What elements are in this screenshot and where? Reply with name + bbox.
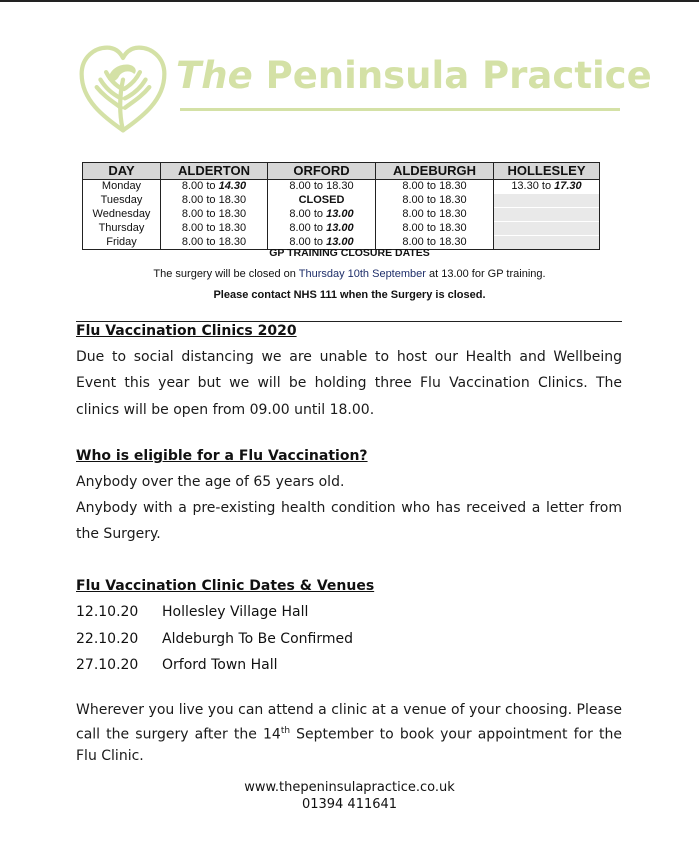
alderton-cell: 8.00 to 18.30 [161, 194, 268, 208]
logo-name: Peninsula Practice [265, 54, 652, 97]
nhs-111-notice: Please contact NHS 111 when the Surgery is closed. [213, 289, 486, 301]
aldeburgh-cell: 8.00 to 18.30 [376, 222, 494, 236]
aldeburgh-cell: 8.00 to 18.30 [376, 236, 494, 250]
time-emphasis: 17.30 [554, 180, 582, 192]
logo-the: The [176, 54, 253, 97]
day-cell: Friday [83, 236, 161, 250]
venue-place: Aldeburgh To Be Confirmed [162, 631, 353, 647]
orford-cell: CLOSED [268, 194, 376, 208]
header-aldeburgh: ALDEBURGH [376, 163, 494, 180]
header-orford: ORFORD [268, 163, 376, 180]
closure-pre: The surgery will be closed on [153, 268, 299, 280]
alderton-cell [161, 180, 268, 194]
time-text: 8.00 to 18.30 [289, 180, 354, 193]
heart-hand-icon [76, 42, 170, 136]
orford-cell [268, 180, 376, 194]
aldeburgh-cell: 8.00 to 18.30 [376, 194, 494, 208]
closure-date: Thursday 10th September [298, 268, 426, 280]
closing-sup: th [280, 726, 291, 736]
opening-hours-table [82, 162, 600, 250]
time-emphasis: 13.00 [326, 208, 354, 220]
alderton-cell: 8.00 to 18.30 [161, 236, 268, 250]
eligibility-heading: Who is eligible for a Flu Vaccination? [76, 448, 368, 464]
day-cell: Wednesday [83, 208, 161, 222]
closing-post: September to book your appointment for the Flu Clinic. [76, 726, 622, 764]
top-border [0, 0, 699, 2]
venue-place: Orford Town Hall [162, 657, 278, 673]
table-row [83, 208, 600, 222]
time-emphasis: 13.00 [326, 222, 354, 234]
orford-cell [268, 222, 376, 236]
time-emphasis: 13.00 [326, 235, 354, 248]
list-item [76, 657, 278, 673]
flu-clinics-body: Due to social distancing we are unable to host our Health and Wellbeing Event this year but we will be holding three Flu Vaccination Clinics. The clinics will be open from 09.00 until 18.00. [76, 349, 622, 418]
closure-notice [0, 268, 699, 280]
logo-underline [180, 108, 620, 111]
flu-clinics-heading: Flu Vaccination Clinics 2020 [76, 323, 297, 339]
header-hollesley: HOLLESLEY [494, 163, 600, 180]
eligibility-line-2: Anybody with a pre-existing health condition who has received a letter from the Surgery. [76, 500, 622, 543]
table-row [83, 194, 600, 208]
orford-cell [268, 208, 376, 222]
header-alderton: ALDERTON [161, 163, 268, 180]
table-header-row [83, 163, 600, 180]
section-divider [76, 321, 622, 322]
day-cell: Thursday [83, 222, 161, 236]
venue-date: 27.10.20 [76, 657, 139, 673]
time-text: 8.00 to [289, 235, 327, 248]
time-text: 8.00 to [289, 222, 327, 234]
day-cell: Tuesday [83, 194, 161, 208]
gp-closure-title: GP TRAINING CLOSURE DATES [269, 247, 430, 259]
alderton-cell: 8.00 to 18.30 [161, 208, 268, 222]
list-item [76, 604, 308, 620]
venue-date: 22.10.20 [76, 631, 139, 647]
hollesley-cell-empty [494, 194, 600, 208]
footer-website[interactable]: www.thepeninsulapractice.co.uk [244, 780, 455, 795]
table-row [83, 222, 600, 236]
time-text: 13.30 to [511, 180, 555, 192]
closing-paragraph [76, 700, 622, 767]
time-emphasis: 14.30 [218, 180, 247, 193]
day-cell: Monday [83, 180, 161, 194]
time-text: 8.00 to [289, 208, 327, 220]
practice-name [176, 54, 652, 97]
aldeburgh-cell: 8.00 to 18.30 [376, 180, 494, 194]
closing-pre: Wherever you live you can attend a clinic at a venue of your choosing. Please call the surgery after the 14 [76, 702, 622, 743]
practice-logo [76, 42, 652, 142]
aldeburgh-cell: 8.00 to 18.30 [376, 208, 494, 222]
venue-place: Hollesley Village Hall [162, 604, 309, 620]
table-row [83, 180, 600, 194]
venues-heading: Flu Vaccination Clinic Dates & Venues [76, 578, 375, 594]
footer-phone: 01394 411641 [301, 797, 398, 812]
hollesley-cell-empty [494, 208, 600, 222]
eligibility-line-1: Anybody over the age of 65 years old. [76, 474, 345, 490]
list-item [76, 631, 353, 647]
hollesley-cell [494, 180, 600, 194]
venue-date: 12.10.20 [76, 604, 139, 620]
hollesley-cell-empty [494, 222, 600, 236]
alderton-cell: 8.00 to 18.30 [161, 222, 268, 236]
header-day: DAY [83, 163, 161, 180]
closure-post: at 13.00 for GP training. [425, 268, 546, 280]
time-text: 8.00 to [181, 180, 219, 193]
